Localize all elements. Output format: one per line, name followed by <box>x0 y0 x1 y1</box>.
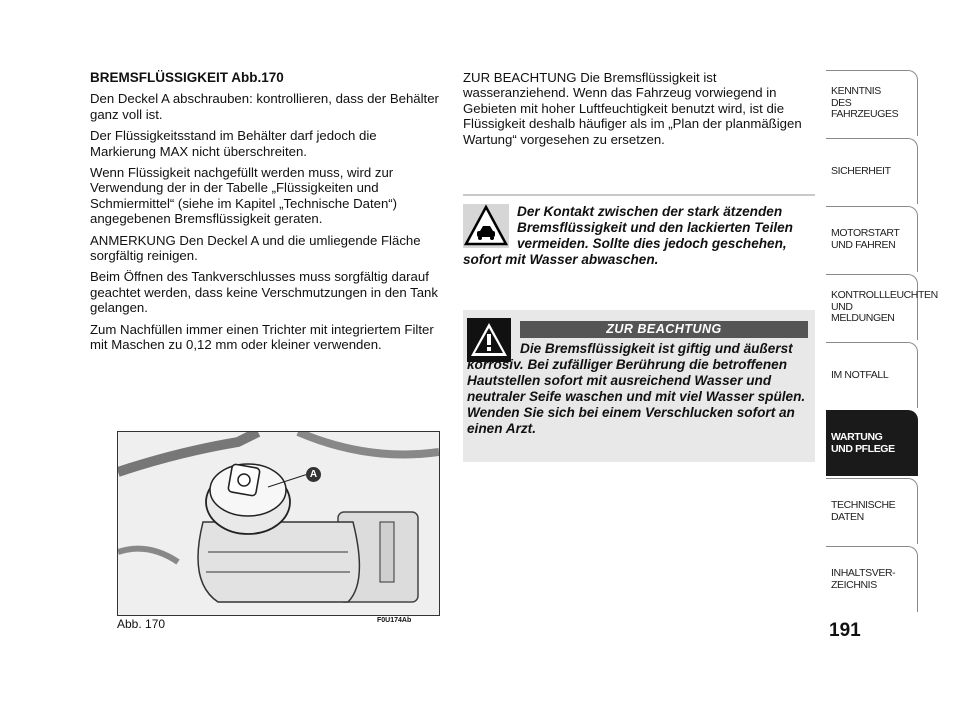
figure-code: F0U174Ab <box>377 617 412 624</box>
paragraph: Den Deckel A abschrauben: kontrollieren, dass der Behälter ganz voll ist. <box>90 91 439 122</box>
paint-warning-text: Der Kontakt zwischen der stark ätzenden Bremsflüssigkeit und den lackierten Teilen vermeiden. Sollte dies jedoch geschehen, sofort mit Wasser abwaschen. <box>463 204 793 267</box>
paragraph: Wenn Flüssigkeit nachgefüllt werden muss, wird zur Verwendung der in der Tabelle „Flüssigkeiten und Schmiermittel“ (siehe im Kapitel „Technische Daten“) angegebenen Bremsflüssigkeit geraten. <box>90 165 398 227</box>
paragraph: Zum Nachfüllen immer einen Trichter mit integriertem Filter mit Maschen zu 0,12 mm oder kleiner verwenden. <box>90 321 434 353</box>
left-column <box>90 70 442 359</box>
toxic-warning-box <box>463 310 815 462</box>
tab-technische-daten[interactable]: TECHNISCHE DATEN <box>826 478 918 544</box>
figure-caption: Abb. 170 <box>117 617 166 631</box>
paint-warning <box>463 204 815 268</box>
section-heading: BREMSFLÜSSIGKEIT Abb.170 <box>90 70 284 85</box>
chapter-tabs <box>826 70 938 614</box>
tab-inhaltsverzeichnis[interactable]: INHALTSVER- ZEICHNIS <box>826 546 918 612</box>
right-column <box>463 70 815 147</box>
tab-sicherheit[interactable]: SICHERHEIT <box>826 138 918 204</box>
note-paragraph: ZUR BEACHTUNG Die Bremsflüssigkeit ist wasseranziehend. Wenn das Fahrzeug vorwiegend in Gebieten mit hoher Luftfeuchtigkeit benutzt wird, ist die Flüssigkeit deshalb häufiger als im „Plan der planmäßigen Wartung“ vorgesehen zu ersetzen. <box>463 70 802 147</box>
tab-kenntnis[interactable]: KENNTNIS DES FAHRZEUGES <box>826 70 918 136</box>
toxic-warning-text: Die Bremsflüssigkeit ist giftig und äußerst korrosiv. Bei zufälliger Berührung die betroffenen Hautstellen sofort mit ausreichend Wasser und neutraler Seife waschen und mit viel Wasser spülen. Wenden Sie sich bei einem Verschlucken sofort an einen Arzt. <box>467 341 806 436</box>
paragraph: Der Flüssigkeitsstand im Behälter darf jedoch die Markierung MAX nicht überschreiten. <box>90 128 377 159</box>
tab-kontrollleuchten[interactable]: KONTROLLLEUCHTEN UND MELDUNGEN <box>826 274 918 340</box>
car-warning-icon <box>463 204 509 248</box>
divider <box>463 194 815 196</box>
paragraph: Beim Öffnen des Tankverschlusses muss sorgfältig darauf geachtet werden, dass keine Verschmutzungen in den Tank gelangen. <box>90 269 438 316</box>
warning-title-bar: ZUR BEACHTUNG <box>520 321 808 338</box>
tab-motorstart[interactable]: MOTORSTART UND FAHREN <box>826 206 918 272</box>
page-number: 191 <box>829 620 861 641</box>
paragraph: ANMERKUNG Den Deckel A und die umliegende Fläche sorgfältig reinigen. <box>90 232 421 264</box>
tab-wartung[interactable]: WARTUNG UND PFLEGE <box>826 410 918 476</box>
tab-im-notfall[interactable]: IM NOTFALL <box>826 342 918 408</box>
label-a-marker: A <box>306 467 321 482</box>
brake-fluid-reservoir-figure <box>117 431 440 616</box>
